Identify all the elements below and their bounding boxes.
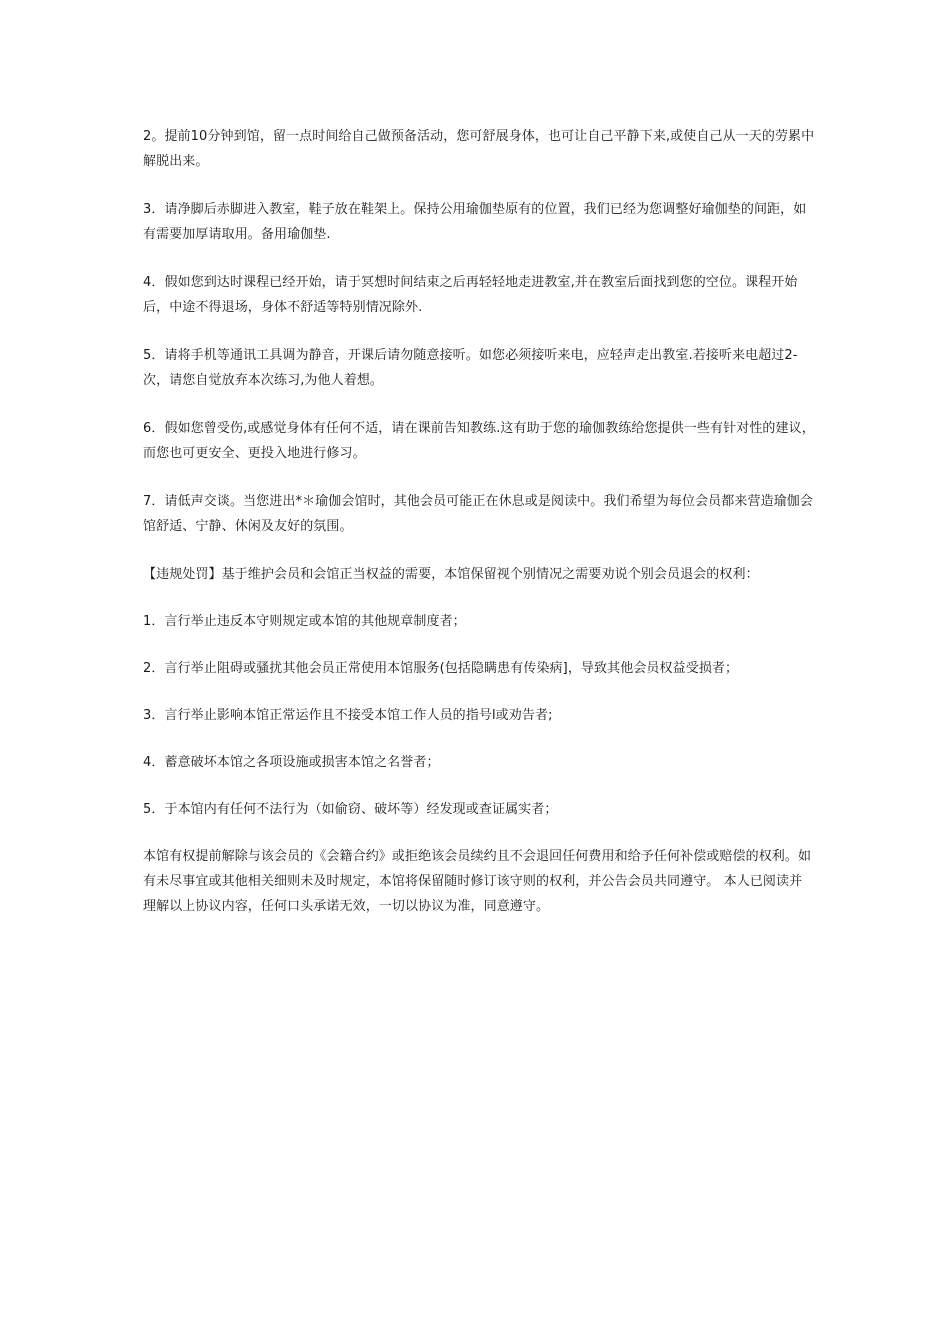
closing-statement: 本馆有权提前解除与该会员的《会籍合约》或拒绝该会员续约且不会退回任何费用和给予任何补偿或赔偿的权利。如有未尽事宜或其他相关细则未及时规定，本馆将保留随时修订该守则的权利，并公告会员共同遵守。 本人已阅读并理解以上协议内容，任何口头承诺无效，一切以协议为准，同意遵守。 (143, 849, 812, 914)
rule-3-barefoot: 3．请净脚后赤脚进入教室，鞋子放在鞋架上。保持公用瑜伽垫原有的位置，我们已经为您调整好瑜伽垫的间距，如有需要加厚请取用。备用瑜伽垫. (143, 202, 807, 242)
rule-7-speak-softly: 7．请低声交谈。当您进出*＊瑜伽会馆时，其他会员可能正在休息或是阅读中。我们希望为每位会员都来营造瑜伽会馆舒适、宁静、休闲及友好的氛围。 (143, 494, 813, 534)
violation-penalty-intro: 【违规处罚】基于维护会员和会馆正当权益的需要，本馆保留视个别情况之需要劝说个别会员退会的权利： (143, 567, 759, 582)
violation-item-5: 5．于本馆内有任何不法行为（如偷窃、破坏等）经发现或查证属实者； (143, 802, 558, 817)
rule-4-late-arrival: 4．假如您到达时课程已经开始，请于冥想时间结束之后再轻轻地走进教室,并在教室后面找到您的空位。课程开始后，中途不得退场，身体不舒适等特别情况除外. (143, 275, 798, 315)
rule-2-arrive-early: 2。提前10分钟到馆，留一点时间给自己做预备活动，您可舒展身体，也可让自己平静下来,或使自己从一天的劳累中解脱出来。 (143, 129, 815, 169)
violation-item-3: 3．言行举止影响本馆正常运作且不接受本馆工作人员的指号l或劝告者; (143, 708, 553, 723)
violation-item-1: 1．言行举止违反本守则规定或本馆的其他规章制度者； (143, 614, 466, 629)
violation-item-2: 2．言行举止阻碍或骚扰其他会员正常使用本馆服务(包括隐瞒患有传染病]，导致其他会员权益受损者； (143, 661, 739, 676)
rule-6-injury-notice: 6．假如您曾受伤,或感觉身体有任何不适，请在课前告知教练.这有助于您的瑜伽教练给您提供一些有针对性的建议，而您也可更安全、更投入地进行修习。 (143, 421, 815, 461)
document-body (143, 124, 815, 942)
violation-item-4: 4．蓄意破坏本馆之各项设施或损害本馆之名誉者； (143, 755, 440, 770)
rule-5-phone-silent: 5．请将手机等通讯工具调为静音，开课后请勿随意接听。如您必须接听来电，应轻声走出教室.若接听来电超过2-次，请您自觉放弃本次练习,为他人着想。 (143, 348, 798, 388)
